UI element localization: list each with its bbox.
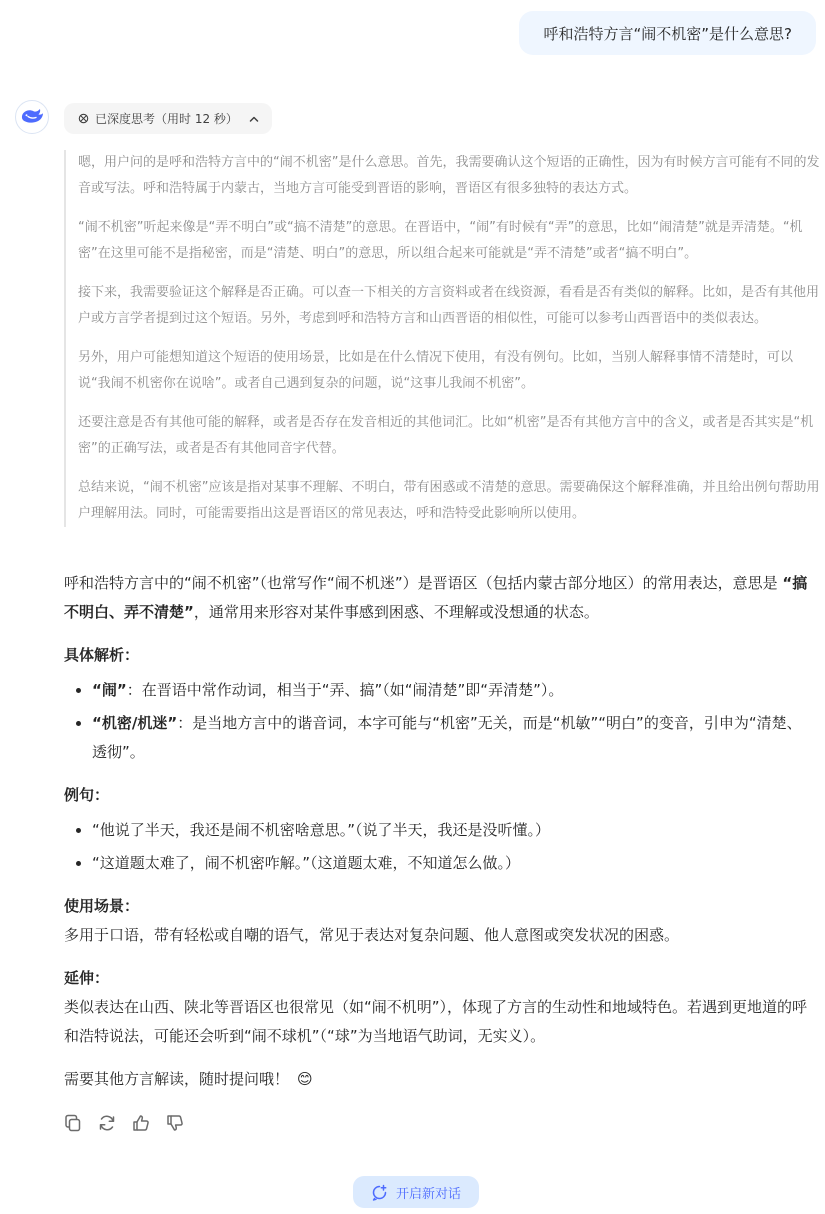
extension-heading: 延伸： — [64, 969, 110, 987]
copy-icon — [63, 1113, 83, 1133]
smile-emoji-icon: 😊 — [297, 1070, 313, 1088]
analysis-heading: 具体解析： — [64, 646, 140, 664]
usage-section — [64, 892, 816, 950]
usage-text: 多用于口语，带有轻松或自嘲的语气，常见于表达对复杂问题、他人意图或突发状况的困惑。 — [64, 926, 680, 944]
list-item: • “这道题太难了，闹不机密咋解。”（这道题太难，不知道怎么做。） — [92, 849, 816, 878]
deep-thinking-label: 已深度思考（用时 12 秒） — [95, 112, 238, 126]
list-item: • “机密/机迷”：是当地方言中的谐音词，本字可能与“机密”无关，而是“机敏”“明白”的变音，引申为“清楚、透彻”。 — [92, 709, 816, 767]
analysis-list — [64, 676, 816, 767]
extension-section — [64, 964, 816, 1051]
new-chat-button[interactable] — [353, 1176, 479, 1208]
regenerate-button[interactable] — [96, 1112, 118, 1134]
message-actions — [62, 1112, 186, 1134]
list-item: • “闹”：在晋语中常作动词，相当于“弄、搞”（如“闹清楚”即“弄清楚”）。 — [92, 676, 816, 705]
copy-button[interactable] — [62, 1112, 84, 1134]
examples-heading: 例句： — [64, 786, 110, 804]
thinking-content — [64, 150, 820, 527]
deep-think-icon — [78, 113, 89, 124]
usage-heading: 使用场景： — [64, 897, 140, 915]
list-item: • “他说了半天，我还是闹不机密啥意思。”（说了半天，我还是没听懂。） — [92, 816, 816, 845]
answer-closing: 需要其他方言解读，随时提问哦！ 😊 — [64, 1070, 313, 1088]
thumbs-down-button[interactable] — [164, 1112, 186, 1134]
new-chat-label: 开启新对话 — [395, 1186, 461, 1202]
thinking-paragraph: 另外，用户可能想知道这个短语的使用场景，比如是在什么情况下使用，有没有例句。比如，当别人解释事情不清楚时，可以说“我闹不机密你在说啥”。或者自己遇到复杂的问题，说“这事儿我闹不机密”。 — [78, 350, 794, 391]
user-message-text: 呼和浩特方言“闹不机密”是什么意思? — [543, 24, 792, 43]
thinking-paragraph: “闹不机密”听起来像是“弄不明白”或“搞不清楚”的意思。在晋语中，“闹”有时候有“弄”的意思，比如“闹清楚”就是弄清楚。“机密”在这里可能不是指秘密，而是“清楚、明白”的意思，所以组合起来可能就是“弄不清楚”或者“搞不明白”。 — [78, 220, 803, 261]
regenerate-icon — [97, 1113, 117, 1133]
assistant-avatar — [15, 100, 49, 134]
whale-logo-icon — [20, 107, 44, 127]
thinking-paragraph: 嗯，用户问的是呼和浩特方言中的“闹不机密”是什么意思。首先，我需要确认这个短语的正确性，因为有时候方言可能有不同的发音或写法。呼和浩特属于内蒙古，当地方言可能受到晋语的影响，晋语区有很多独特的表达方式。 — [78, 155, 820, 196]
user-message-bubble — [519, 11, 816, 55]
thumbs-up-button[interactable] — [130, 1112, 152, 1134]
thinking-paragraph: 接下来，我需要验证这个解释是否正确。可以查一下相关的方言资料或者在线资源，看看是否有类似的解释。比如，是否有其他用户或方言学者提到过这个短语。另外，考虑到呼和浩特方言和山西晋语的相似性，可能可以参考山西晋语中的类似表达。 — [78, 285, 820, 326]
thumbs-up-icon — [131, 1113, 151, 1133]
new-chat-icon — [371, 1184, 388, 1201]
answer-intro-bold: “搞不明白、弄不清楚” — [64, 574, 808, 621]
answer-intro: 呼和浩特方言中的“闹不机密”（也常写作“闹不机迷”）是晋语区（包括内蒙古部分地区）的常用表达，意思是 “搞不明白、弄不清楚”，通常用来形容对某件事感到困惑、不理解或没想通的状态。 — [64, 574, 808, 621]
extension-text: 类似表达在山西、陕北等晋语区也很常见（如“闹不机明”），体现了方言的生动性和地域特色。若遇到更地道的呼和浩特说法，可能还会听到“闹不球机”（“球”为当地语气助词，无实义）。 — [64, 998, 808, 1045]
thumbs-down-icon — [165, 1113, 185, 1133]
assistant-answer — [64, 569, 816, 1094]
thinking-paragraph: 总结来说，“闹不机密”应该是指对某事不理解、不明白，带有困惑或不清楚的意思。需要确保这个解释准确，并且给出例句帮助用户理解用法。同时，可能需要指出这是晋语区的常见表达，呼和浩特受此影响所以使用。 — [78, 480, 820, 521]
deep-thinking-toggle[interactable] — [64, 103, 272, 134]
thinking-paragraph: 还要注意是否有其他可能的解释，或者是否存在发音相近的其他词汇。比如“机密”是否有其他方言中的含义，或者是否其实是“机密”的正确写法，或者是否有其他同音字代替。 — [78, 415, 814, 456]
chevron-up-icon[interactable] — [248, 113, 260, 125]
examples-list — [64, 816, 816, 878]
